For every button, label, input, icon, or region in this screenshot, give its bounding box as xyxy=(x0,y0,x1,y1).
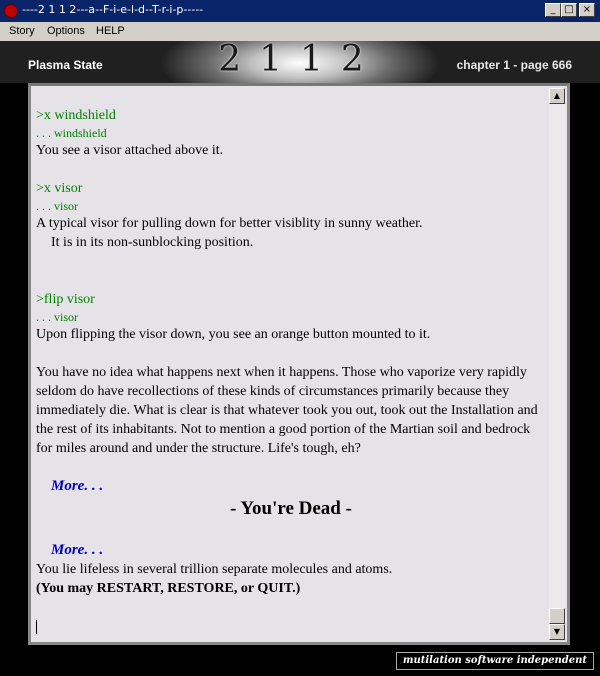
command-echo: . . . visor xyxy=(36,199,78,213)
app-icon[interactable] xyxy=(4,4,18,18)
window-title: ----2 1 1 2---a--F-i-e-l-d--T-r-i-p----- xyxy=(22,3,204,16)
command-echo: . . . visor xyxy=(36,310,78,324)
game-logo: 2112 xyxy=(218,39,382,80)
scroll-down-button[interactable]: ▼ xyxy=(549,624,565,640)
close-button[interactable]: × xyxy=(579,3,595,17)
response-text: You lie lifeless in several trillion separate molecules and atoms. xyxy=(36,562,393,577)
scroll-thumb[interactable] xyxy=(549,608,565,624)
scroll-up-button[interactable]: ▲ xyxy=(549,88,565,104)
command-line: >flip visor xyxy=(36,292,95,307)
publisher-logo: mutilation software independent xyxy=(396,652,594,670)
command-line: >x windshield xyxy=(36,108,116,123)
response-text: A typical visor for pulling down for better visiblity in sunny weather. xyxy=(36,216,423,231)
input-cursor[interactable] xyxy=(36,620,37,634)
response-text: You see a visor attached above it. xyxy=(36,143,224,158)
transcript-text xyxy=(36,106,546,598)
location-label: Plasma State xyxy=(28,58,103,72)
more-link[interactable]: More. . . xyxy=(51,542,104,558)
chapter-page-label: chapter 1 - page 666 xyxy=(456,58,572,72)
transcript-panel[interactable] xyxy=(28,83,570,645)
vertical-scrollbar[interactable] xyxy=(549,88,565,640)
game-header xyxy=(0,41,600,83)
minimize-button[interactable]: _ xyxy=(545,3,561,17)
menu-help[interactable]: HELP xyxy=(96,25,125,37)
narrative-paragraph: You have no idea what happens next when it happens. Those who vaporize very rapidly seldom do have recollections of these kinds of circumstances primarily because they immediately die. What is clear is that whatever took you out, took out the Installation and the rest of its inhabitants. Not to mention a good portion of the Martian soil and bedrock for miles around and under the structure. Life's tough, eh? xyxy=(36,365,538,456)
death-message: - You're Dead - xyxy=(230,498,352,519)
response-text: It is in its non-sunblocking position. xyxy=(51,235,254,250)
title-bar xyxy=(0,0,600,22)
command-echo: . . . windshield xyxy=(36,126,107,140)
menu-story[interactable]: Story xyxy=(9,25,35,37)
response-text: Upon flipping the visor down, you see an orange button mounted to it. xyxy=(36,327,431,342)
command-line: >x visor xyxy=(36,181,83,196)
maximize-button[interactable]: □ xyxy=(561,3,577,17)
menu-options[interactable]: Options xyxy=(47,25,85,37)
more-link[interactable]: More. . . xyxy=(51,478,104,494)
game-options-text: (You may RESTART, RESTORE, or QUIT.) xyxy=(36,581,301,596)
game-frame xyxy=(0,41,600,676)
